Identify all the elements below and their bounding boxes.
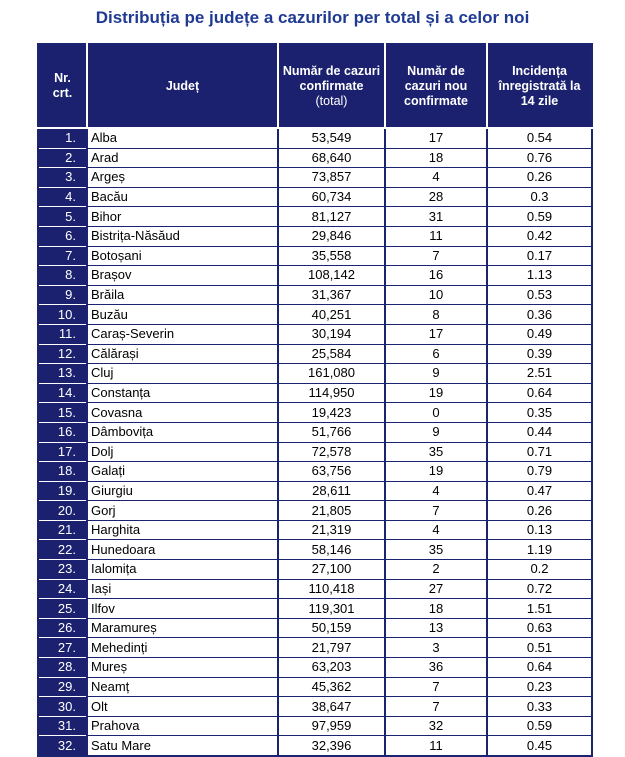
table-row <box>38 246 592 266</box>
header-judet: Județ <box>87 44 278 128</box>
incidence-14-days: 1.51 <box>487 599 592 619</box>
county-name: Dâmbovița <box>87 422 278 442</box>
incidence-14-days: 0.64 <box>487 383 592 403</box>
row-number: 31. <box>38 716 87 736</box>
cases-table <box>37 43 593 757</box>
row-number: 21. <box>38 520 87 540</box>
new-cases: 10 <box>385 285 487 305</box>
incidence-14-days: 0.64 <box>487 658 592 678</box>
row-number: 22. <box>38 540 87 560</box>
county-name: Brașov <box>87 266 278 286</box>
county-name: Covasna <box>87 403 278 423</box>
new-cases: 17 <box>385 128 487 148</box>
row-number: 8. <box>38 266 87 286</box>
new-cases: 17 <box>385 324 487 344</box>
county-name: Mehedinți <box>87 638 278 658</box>
total-cases: 97,959 <box>278 716 385 736</box>
county-name: Hunedoara <box>87 540 278 560</box>
new-cases: 11 <box>385 226 487 246</box>
row-number: 32. <box>38 736 87 756</box>
incidence-14-days: 0.59 <box>487 716 592 736</box>
new-cases: 18 <box>385 599 487 619</box>
table-row <box>38 560 592 580</box>
header-nr <box>38 44 87 128</box>
incidence-14-days: 0.44 <box>487 422 592 442</box>
new-cases: 13 <box>385 618 487 638</box>
total-cases: 161,080 <box>278 364 385 384</box>
row-number: 27. <box>38 638 87 658</box>
table-row <box>38 697 592 717</box>
row-number: 2. <box>38 148 87 168</box>
row-number: 15. <box>38 403 87 423</box>
row-number: 26. <box>38 618 87 638</box>
total-cases: 21,319 <box>278 520 385 540</box>
row-number: 18. <box>38 462 87 482</box>
total-cases: 50,159 <box>278 618 385 638</box>
incidence-14-days: 0.2 <box>487 560 592 580</box>
county-name: Caraș-Severin <box>87 324 278 344</box>
new-cases: 32 <box>385 716 487 736</box>
incidence-14-days: 0.13 <box>487 520 592 540</box>
table-row <box>38 207 592 227</box>
total-cases: 19,423 <box>278 403 385 423</box>
table-row <box>38 305 592 325</box>
new-cases: 4 <box>385 481 487 501</box>
county-name: Prahova <box>87 716 278 736</box>
new-cases: 9 <box>385 364 487 384</box>
incidence-14-days: 0.45 <box>487 736 592 756</box>
row-number: 14. <box>38 383 87 403</box>
incidence-14-days: 0.76 <box>487 148 592 168</box>
incidence-14-days: 0.26 <box>487 501 592 521</box>
row-number: 9. <box>38 285 87 305</box>
total-cases: 108,142 <box>278 266 385 286</box>
county-name: Ilfov <box>87 599 278 619</box>
row-number: 16. <box>38 422 87 442</box>
total-cases: 28,611 <box>278 481 385 501</box>
table-row <box>38 364 592 384</box>
new-cases: 8 <box>385 305 487 325</box>
county-name: Neamț <box>87 677 278 697</box>
county-name: Alba <box>87 128 278 148</box>
incidence-14-days: 1.13 <box>487 266 592 286</box>
table-row <box>38 638 592 658</box>
new-cases: 16 <box>385 266 487 286</box>
incidence-14-days: 0.23 <box>487 677 592 697</box>
total-cases: 31,367 <box>278 285 385 305</box>
incidence-14-days: 0.35 <box>487 403 592 423</box>
row-number: 25. <box>38 599 87 619</box>
table-header <box>38 44 592 128</box>
row-number: 13. <box>38 364 87 384</box>
new-cases: 4 <box>385 520 487 540</box>
table-row <box>38 266 592 286</box>
county-name: Giurgiu <box>87 481 278 501</box>
table-row <box>38 344 592 364</box>
total-cases: 114,950 <box>278 383 385 403</box>
new-cases: 7 <box>385 697 487 717</box>
county-name: Buzău <box>87 305 278 325</box>
new-cases: 19 <box>385 383 487 403</box>
county-name: Ialomița <box>87 560 278 580</box>
new-cases: 2 <box>385 560 487 580</box>
row-number: 6. <box>38 226 87 246</box>
row-number: 5. <box>38 207 87 227</box>
header-total <box>278 44 385 128</box>
new-cases: 7 <box>385 501 487 521</box>
total-cases: 38,647 <box>278 697 385 717</box>
incidence-14-days: 0.47 <box>487 481 592 501</box>
incidence-14-days: 0.71 <box>487 442 592 462</box>
incidence-14-days: 0.54 <box>487 128 592 148</box>
table-body <box>38 128 592 756</box>
row-number: 7. <box>38 246 87 266</box>
new-cases: 28 <box>385 187 487 207</box>
county-name: Galați <box>87 462 278 482</box>
table-row <box>38 481 592 501</box>
total-cases: 72,578 <box>278 442 385 462</box>
total-cases: 63,203 <box>278 658 385 678</box>
table-row <box>38 658 592 678</box>
row-number: 28. <box>38 658 87 678</box>
total-cases: 35,558 <box>278 246 385 266</box>
incidence-14-days: 0.51 <box>487 638 592 658</box>
total-cases: 73,857 <box>278 168 385 188</box>
header-incidenta: Incidența înregistrată la 14 zile <box>487 44 592 128</box>
table-row <box>38 599 592 619</box>
county-name: Gorj <box>87 501 278 521</box>
county-name: Maramureș <box>87 618 278 638</box>
total-cases: 53,549 <box>278 128 385 148</box>
new-cases: 35 <box>385 540 487 560</box>
page-title: Distribuția pe județe a cazurilor per total și a celor noi <box>95 8 530 27</box>
row-number: 24. <box>38 579 87 599</box>
total-cases: 68,640 <box>278 148 385 168</box>
table-row <box>38 540 592 560</box>
total-cases: 32,396 <box>278 736 385 756</box>
total-cases: 119,301 <box>278 599 385 619</box>
new-cases: 7 <box>385 677 487 697</box>
table-row <box>38 226 592 246</box>
row-number: 1. <box>38 128 87 148</box>
row-number: 3. <box>38 168 87 188</box>
incidence-14-days: 0.49 <box>487 324 592 344</box>
county-name: Constanța <box>87 383 278 403</box>
total-cases: 45,362 <box>278 677 385 697</box>
county-name: Arad <box>87 148 278 168</box>
header-nr-line2: crt. <box>52 86 73 100</box>
table-row <box>38 383 592 403</box>
incidence-14-days: 0.63 <box>487 618 592 638</box>
total-cases: 51,766 <box>278 422 385 442</box>
total-cases: 58,146 <box>278 540 385 560</box>
table-row <box>38 462 592 482</box>
table-row <box>38 579 592 599</box>
row-number: 12. <box>38 344 87 364</box>
county-name: Bistrița-Năsăud <box>87 226 278 246</box>
incidence-14-days: 0.36 <box>487 305 592 325</box>
table-row <box>38 677 592 697</box>
county-name: Olt <box>87 697 278 717</box>
incidence-14-days: 0.59 <box>487 207 592 227</box>
incidence-14-days: 0.53 <box>487 285 592 305</box>
county-name: Călărași <box>87 344 278 364</box>
header-total-main: Număr de cazuri confirmate <box>282 63 381 93</box>
total-cases: 60,734 <box>278 187 385 207</box>
row-number: 29. <box>38 677 87 697</box>
total-cases: 30,194 <box>278 324 385 344</box>
incidence-14-days: 0.72 <box>487 579 592 599</box>
county-name: Harghita <box>87 520 278 540</box>
incidence-14-days: 0.33 <box>487 697 592 717</box>
table-row <box>38 285 592 305</box>
county-name: Botoșani <box>87 246 278 266</box>
table-row <box>38 442 592 462</box>
new-cases: 35 <box>385 442 487 462</box>
header-noi: Număr de cazuri nou confirmate <box>385 44 487 128</box>
total-cases: 81,127 <box>278 207 385 227</box>
table-row <box>38 168 592 188</box>
new-cases: 7 <box>385 246 487 266</box>
county-name: Iași <box>87 579 278 599</box>
new-cases: 19 <box>385 462 487 482</box>
header-row <box>38 44 592 128</box>
incidence-14-days: 0.17 <box>487 246 592 266</box>
total-cases: 63,756 <box>278 462 385 482</box>
county-name: Satu Mare <box>87 736 278 756</box>
row-number: 23. <box>38 560 87 580</box>
total-cases: 40,251 <box>278 305 385 325</box>
county-name: Argeș <box>87 168 278 188</box>
new-cases: 3 <box>385 638 487 658</box>
row-number: 11. <box>38 324 87 344</box>
county-name: Cluj <box>87 364 278 384</box>
header-total-sub: (total) <box>315 93 348 108</box>
new-cases: 9 <box>385 422 487 442</box>
table-row <box>38 187 592 207</box>
table-row <box>38 128 592 148</box>
new-cases: 4 <box>385 168 487 188</box>
new-cases: 36 <box>385 658 487 678</box>
incidence-14-days: 0.79 <box>487 462 592 482</box>
total-cases: 25,584 <box>278 344 385 364</box>
table-row <box>38 403 592 423</box>
new-cases: 27 <box>385 579 487 599</box>
county-name: Brăila <box>87 285 278 305</box>
total-cases: 21,805 <box>278 501 385 521</box>
table-row <box>38 324 592 344</box>
row-number: 30. <box>38 697 87 717</box>
table-row <box>38 520 592 540</box>
table-row <box>38 736 592 756</box>
row-number: 4. <box>38 187 87 207</box>
table-row <box>38 148 592 168</box>
county-name: Mureș <box>87 658 278 678</box>
row-number: 20. <box>38 501 87 521</box>
new-cases: 11 <box>385 736 487 756</box>
table-row <box>38 716 592 736</box>
row-number: 19. <box>38 481 87 501</box>
incidence-14-days: 0.39 <box>487 344 592 364</box>
new-cases: 0 <box>385 403 487 423</box>
row-number: 10. <box>38 305 87 325</box>
incidence-14-days: 0.3 <box>487 187 592 207</box>
total-cases: 29,846 <box>278 226 385 246</box>
row-number: 17. <box>38 442 87 462</box>
incidence-14-days: 0.42 <box>487 226 592 246</box>
table-row <box>38 618 592 638</box>
new-cases: 18 <box>385 148 487 168</box>
new-cases: 6 <box>385 344 487 364</box>
table-row <box>38 422 592 442</box>
total-cases: 110,418 <box>278 579 385 599</box>
table-row <box>38 501 592 521</box>
county-name: Dolj <box>87 442 278 462</box>
header-nr-line1: Nr. <box>54 71 71 85</box>
total-cases: 21,797 <box>278 638 385 658</box>
new-cases: 31 <box>385 207 487 227</box>
incidence-14-days: 2.51 <box>487 364 592 384</box>
county-name: Bihor <box>87 207 278 227</box>
county-name: Bacău <box>87 187 278 207</box>
incidence-14-days: 1.19 <box>487 540 592 560</box>
total-cases: 27,100 <box>278 560 385 580</box>
incidence-14-days: 0.26 <box>487 168 592 188</box>
